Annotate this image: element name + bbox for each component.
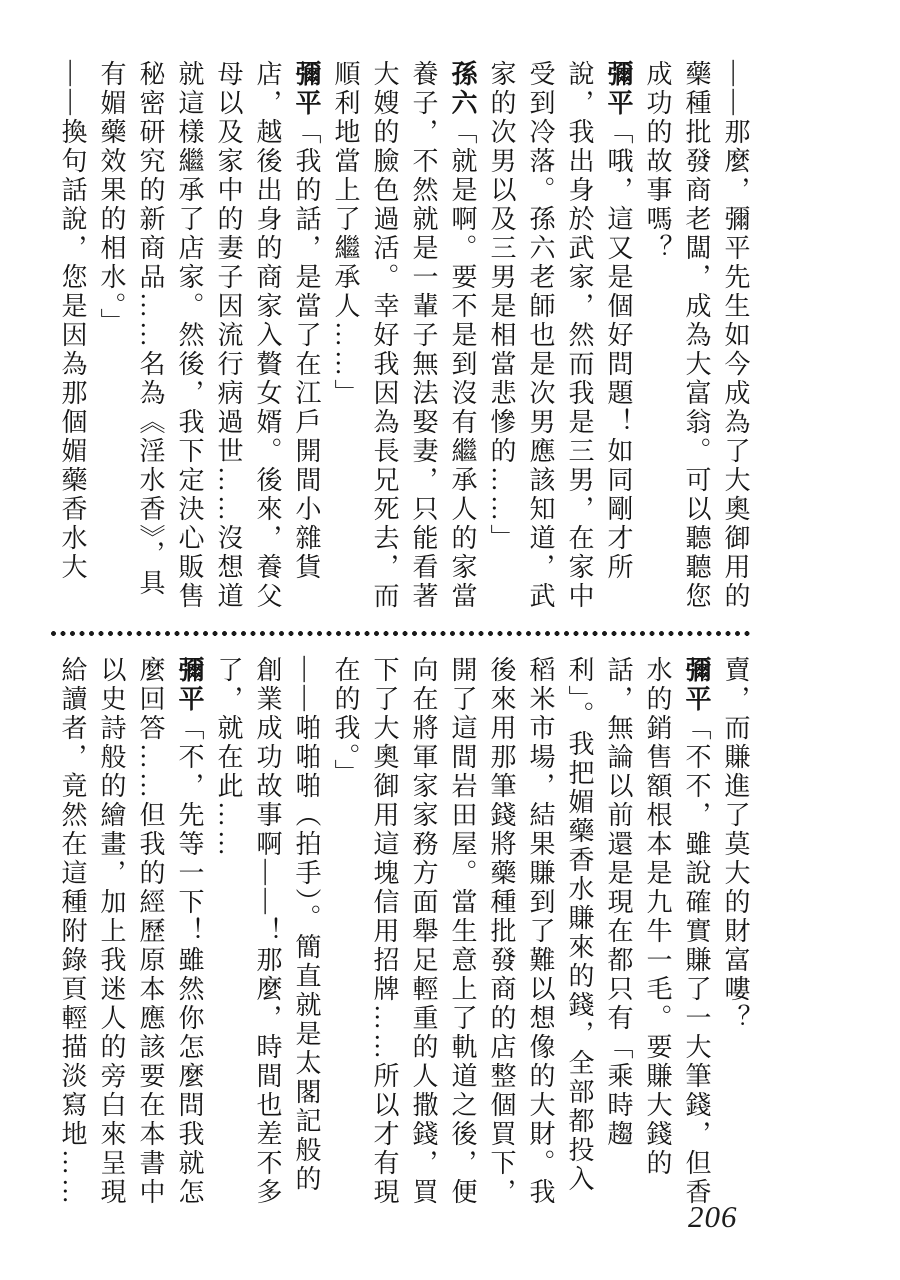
dialogue-paragraph — [53, 656, 209, 1214]
paragraph-text: 「不，先等一下！雖然你怎麼問我就怎麼回答……但我的經歷原本應該要在本書中以史詩般的繪畫，加上我迷人的旁白來呈現給讀者，竟然在這種附錄頁輕描淡寫地…… — [58, 656, 204, 1207]
speaker-name: 彌平 — [604, 60, 633, 118]
dialogue-paragraph — [326, 60, 482, 620]
speaker-name: 彌平 — [292, 60, 321, 118]
speaker-name: 彌平 — [175, 656, 204, 714]
paragraph-text: ——啪啪啪（拍手）。簡直就是太閣記般的創業成功故事啊——！那麼，時間也差不多了，就在此…… — [214, 656, 321, 1207]
dotted-separator — [51, 631, 753, 636]
interviewer-paragraph — [209, 656, 326, 1214]
top-text-block — [49, 60, 755, 620]
paragraph-text: ——換句話說，您是因為那個媚藥香水大 — [58, 60, 87, 582]
paragraph-text: 「不不，雖說確實賺了一大筆錢，但香水的銷售額根本是九牛一毛。要賺大錢的話，無論以前還是現在都只有「乘時趨利」。我把媚藥香水賺來的錢，全部都投入稻米市場，結果賺到了難以想像的大財。我後來用那筆錢將藥種批發商的店整個買下，開了這間岩田屋。當生意上了軌道之後，便向在將軍家家務方面舉足輕重的人撒錢，買下了大奧御用這塊信用招牌……所以才有現在的我。」 — [331, 656, 711, 1207]
paragraph-text: ——那麼，彌平先生如今成為了大奧御用的藥種批發商老闆，成為大富翁。可以聽聽您成功的故事嗎？ — [643, 60, 750, 611]
page-number: 206 — [688, 1199, 738, 1234]
bottom-text-block — [49, 656, 755, 1214]
interviewer-paragraph — [53, 60, 92, 620]
paragraph-text: 「我的話，是當了在江戶開間小雜貨店，越後出身的商家入贅女婿。後來，養父母以及家中的妻子因流行病過世……沒想道就這樣繼承了店家。然後，我下定決心販售秘密研究的新商品……名為《淫水香》，具有媚藥效果的相水。」 — [97, 60, 321, 611]
speaker-name: 孫六 — [448, 60, 477, 118]
interviewer-paragraph — [716, 656, 755, 1214]
paragraph-text: 「哦，這又是個好問題！如同剛才所說，我出身於武家，然而我是三男，在家中受到冷落。孫六老師也是次男應該知道，武家的次男以及三男是相當悲慘的……」 — [487, 60, 633, 611]
interviewer-paragraph — [638, 60, 755, 620]
paragraph-text: 賣，而賺進了莫大的財富嘍？ — [721, 656, 750, 1033]
dialogue-paragraph — [482, 60, 638, 620]
speaker-name: 彌平 — [682, 656, 711, 714]
paragraph-text: 「就是啊。要不是到沒有繼承人的家當養子，不然就是一輩子無法娶妻，只能看著大嫂的臉色過活。幸好我因為長兄死去，而順利地當上了繼承人……」 — [331, 60, 477, 611]
dialogue-paragraph — [92, 60, 326, 620]
dialogue-paragraph — [326, 656, 716, 1214]
